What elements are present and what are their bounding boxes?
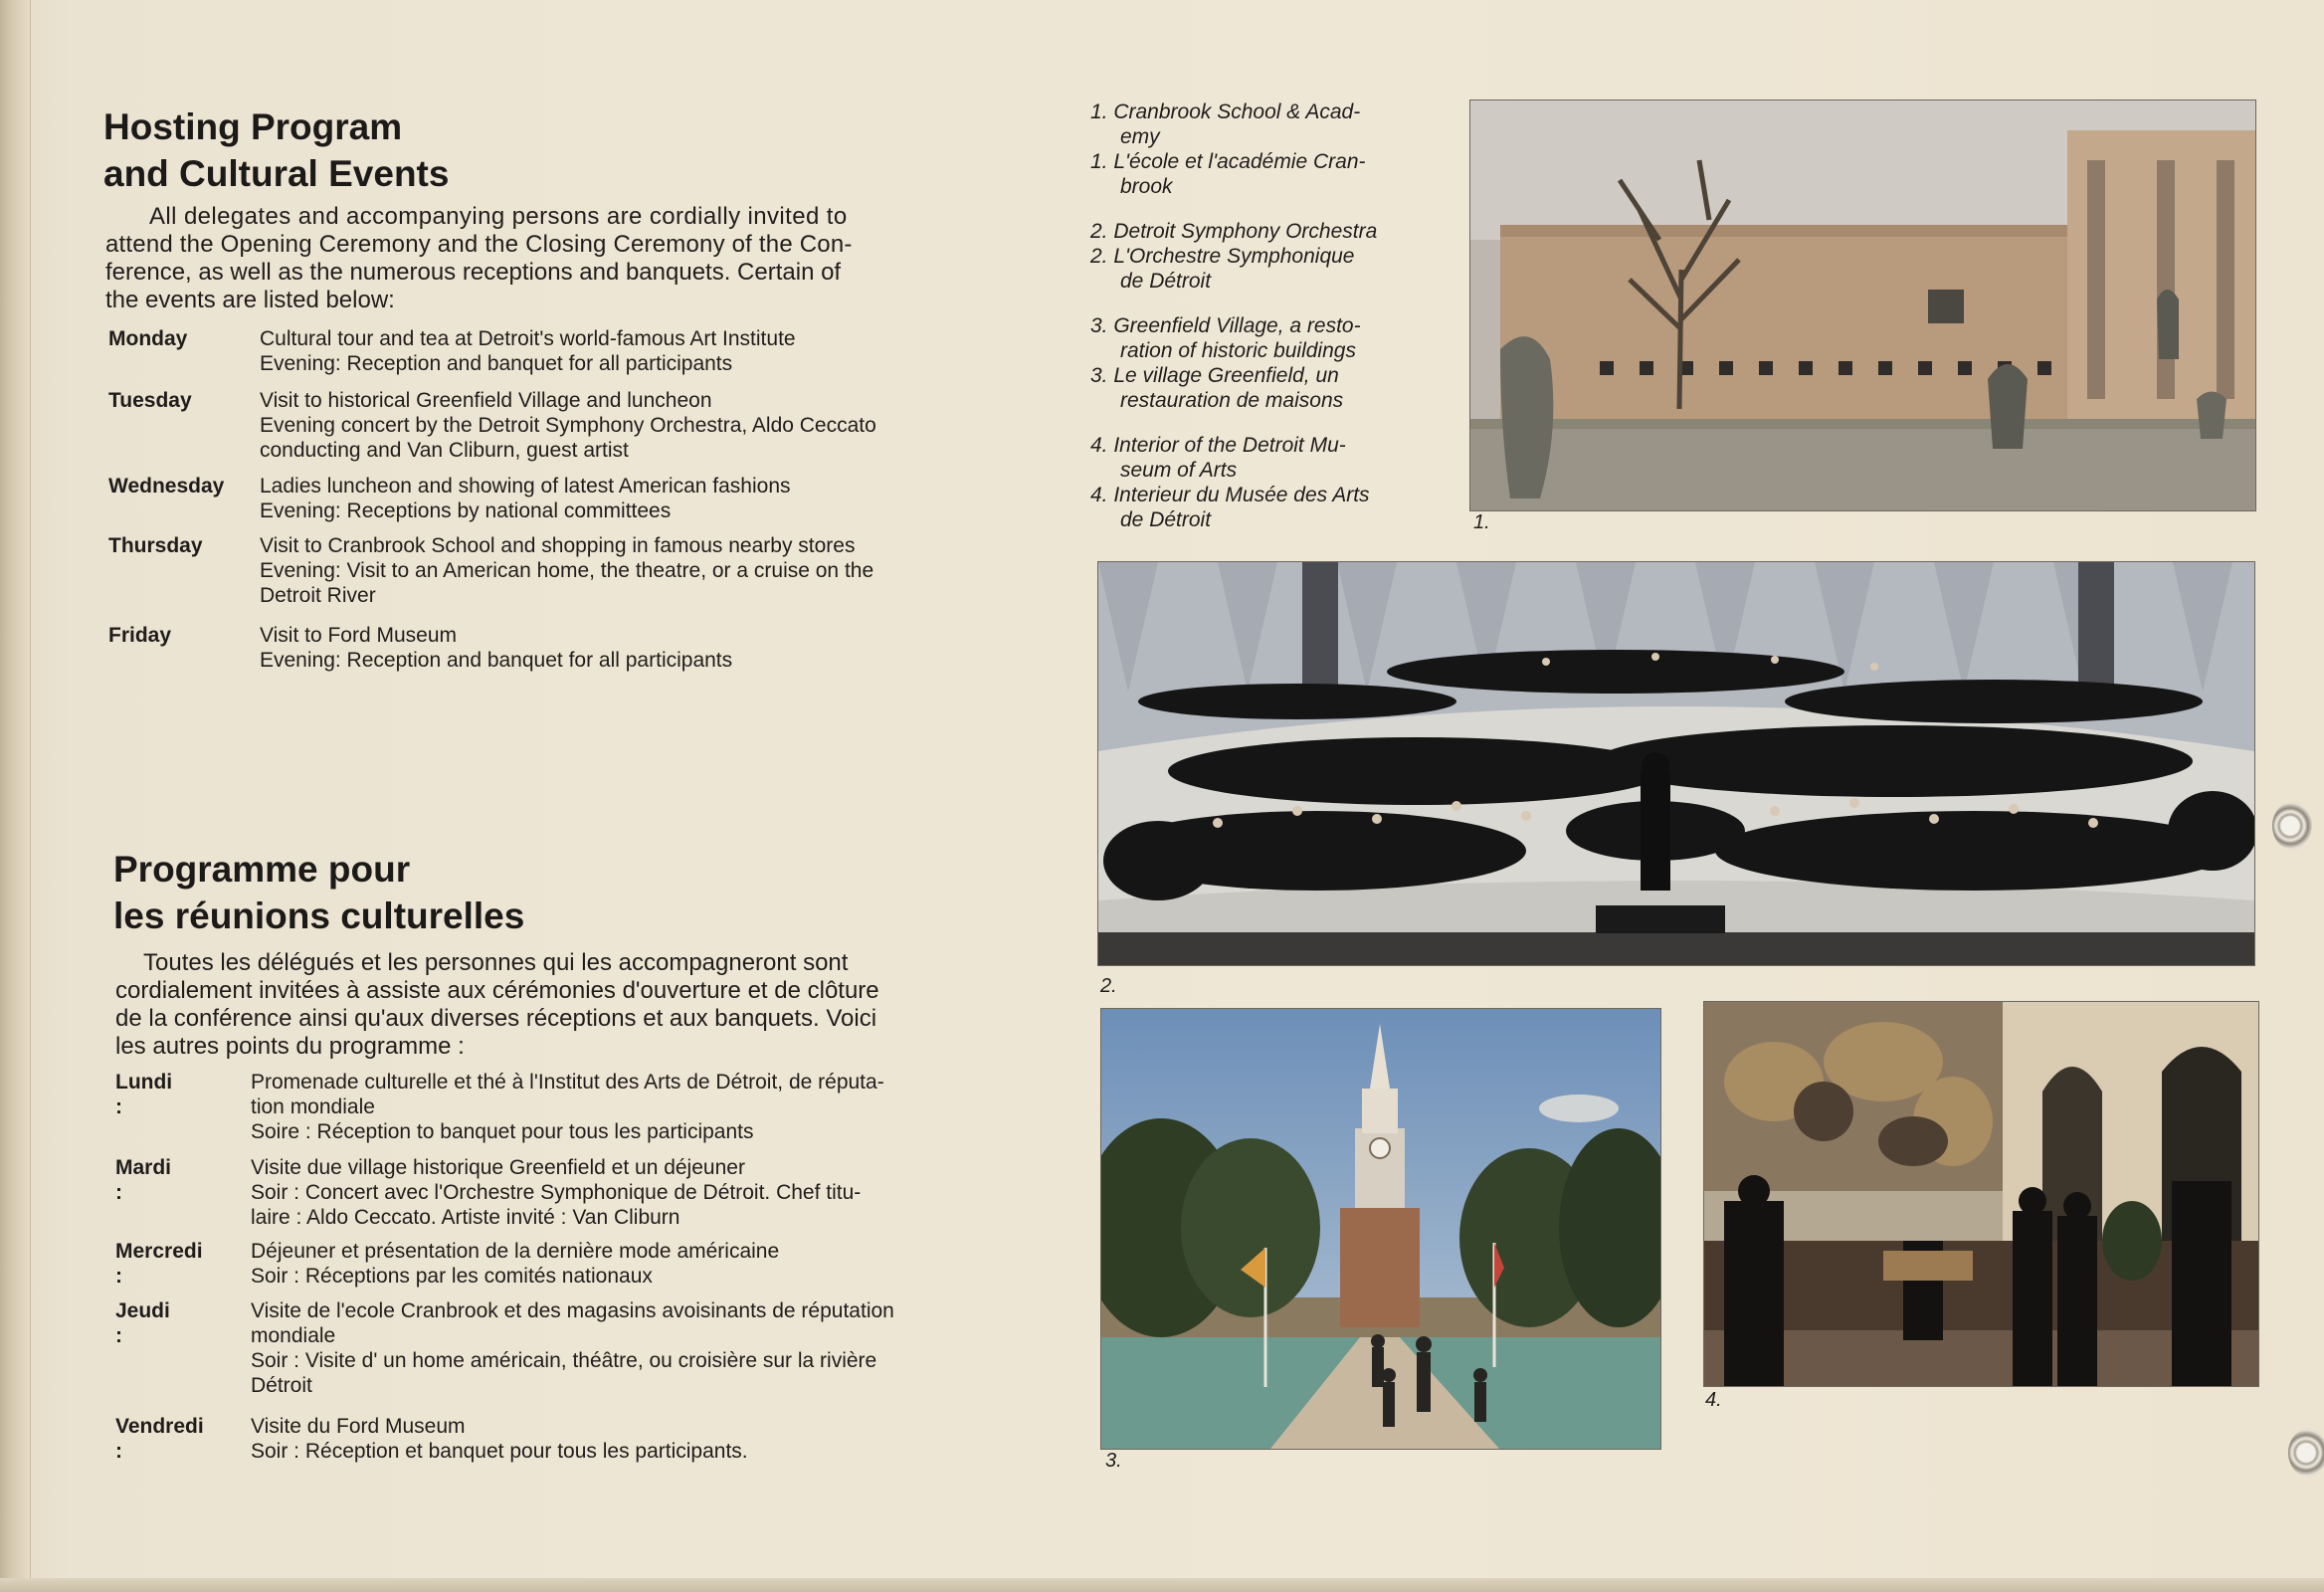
french-intro-line: de la conférence ainsi qu'aux diverses réceptions et aux banquets. Voici [115, 1005, 877, 1032]
event-description [251, 1239, 779, 1289]
event-line: Déjeuner et présentation de la dernière mode américaine [251, 1240, 780, 1263]
photo-greenfield-village [1100, 1008, 1661, 1450]
day-label: Wednesday [108, 475, 225, 498]
photo-cranbrook [1469, 100, 2256, 511]
binder-ring-upper [2272, 802, 2312, 850]
english-heading-line-1: Hosting Program [103, 106, 403, 147]
event-line: Détroit [251, 1374, 312, 1397]
event-line: Detroit River [260, 584, 376, 607]
event-description [260, 388, 876, 463]
english-intro-line: All delegates and accompanying persons are cordially invited to [149, 203, 848, 230]
day-label: Vendredi : [115, 1415, 204, 1463]
english-heading-line-2: and Cultural Events [103, 153, 450, 194]
greenfield-illustration [1101, 1009, 1660, 1449]
event-description [251, 1155, 861, 1230]
event-line: Visit to Ford Museum [260, 624, 458, 647]
event-line: Visit to historical Greenfield Village and luncheon [260, 389, 712, 412]
event-line: Soire : Réception to banquet pour tous les participants [251, 1120, 754, 1143]
binder-ring-lower [2288, 1429, 2324, 1477]
french-intro-line: les autres points du programme : [115, 1033, 465, 1060]
day-label: Mercredi : [115, 1240, 203, 1288]
day-label: Monday [108, 327, 188, 350]
event-line: Evening: Reception and banquet for all participants [260, 649, 733, 672]
event-description [260, 326, 796, 376]
french-heading-line-1: Programme pour [113, 849, 411, 890]
event-line: Soir : Réceptions par les comités nationaux [251, 1265, 653, 1288]
day-label: Jeudi : [115, 1299, 170, 1347]
event-line: Evening: Visit to an American home, the theatre, or a cruise on the [260, 559, 874, 582]
event-description [260, 474, 791, 523]
event-description [260, 623, 732, 673]
english-intro-line: the events are listed below: [105, 287, 395, 313]
event-line: Evening concert by the Detroit Symphony Orchestra, Aldo Ceccato [260, 414, 876, 437]
french-intro-line: Toutes les délégués et les personnes qui les accompagneront sont [143, 949, 849, 976]
event-line: tion mondiale [251, 1095, 375, 1118]
event-line: laire : Aldo Ceccato. Artiste invité : Van Cliburn [251, 1206, 680, 1229]
event-line: Visite de l'ecole Cranbrook et des magasins avoisinants de réputation [251, 1299, 894, 1322]
photo-number-1: 1. [1473, 511, 1490, 533]
day-label: Mardi : [115, 1156, 172, 1204]
english-intro-line: ference, as well as the numerous receptions and banquets. Certain of [105, 259, 842, 286]
event-line: conducting and Van Cliburn, guest artist [260, 439, 629, 462]
museum-illustration [1704, 1002, 2258, 1386]
event-line: Evening: Receptions by national committees [260, 499, 672, 522]
book-binding [0, 0, 31, 1592]
caption-4-fr: 4. Interieur du Musée des Arts de Détroit [1090, 484, 1370, 531]
page-edge [0, 1578, 2324, 1592]
event-line: Cultural tour and tea at Detroit's world-famous Art Institute [260, 327, 796, 350]
orchestra-illustration [1098, 562, 2254, 965]
day-label: Tuesday [108, 389, 192, 412]
photo-museum-interior [1703, 1001, 2259, 1387]
french-heading [113, 846, 524, 939]
day-label: Lundi : [115, 1071, 173, 1118]
caption-3-en: 3. Greenfield Village, a resto- ration of historic buildings [1090, 314, 1361, 362]
event-line: Visite due village historique Greenfield et un déjeuner [251, 1156, 745, 1179]
event-line: Visite du Ford Museum [251, 1415, 466, 1438]
event-line: Promenade culturelle et thé à l'Institut des Arts de Détroit, de réputa- [251, 1071, 884, 1094]
french-heading-line-2: les réunions culturelles [113, 896, 525, 936]
french-intro-line: cordialement invitées à assiste aux cérémonies d'ouverture et de clôture [115, 977, 879, 1004]
caption-4-en: 4. Interior of the Detroit Mu- seum of Arts [1090, 434, 1346, 482]
event-line: Evening: Reception and banquet for all participants [260, 352, 733, 375]
day-label: Thursday [108, 534, 203, 557]
photo-orchestra [1097, 561, 2255, 966]
photo-number-3: 3. [1105, 1450, 1122, 1472]
caption-1-en: 1. Cranbrook School & Acad- emy [1090, 100, 1361, 148]
event-line: Visit to Cranbrook School and shopping in famous nearby stores [260, 534, 856, 557]
event-line: Ladies luncheon and showing of latest American fashions [260, 475, 791, 498]
day-label: Friday [108, 624, 172, 647]
english-heading [103, 103, 449, 197]
event-line: Soir : Réception et banquet pour tous les participants. [251, 1440, 748, 1463]
caption-2-en: 2. Detroit Symphony Orchestra [1090, 220, 1378, 243]
photo-number-4: 4. [1705, 1389, 1722, 1411]
cranbrook-illustration [1470, 100, 2255, 510]
photo-captions [1090, 100, 1429, 532]
event-line: Soir : Visite d' un home américain, théâtre, ou croisière sur la rivière [251, 1349, 877, 1372]
event-description [251, 1414, 748, 1464]
english-intro-line: attend the Opening Ceremony and the Closing Ceremony of the Con- [105, 231, 853, 258]
event-line: mondiale [251, 1324, 336, 1347]
event-description [260, 533, 873, 608]
event-description [251, 1070, 884, 1144]
caption-3-fr: 3. Le village Greenfield, un restauration de maisons [1090, 364, 1344, 412]
photo-number-2: 2. [1100, 975, 1117, 997]
event-line: Soir : Concert avec l'Orchestre Symphonique de Détroit. Chef titu- [251, 1181, 862, 1204]
caption-1-fr: 1. L'école et l'académie Cran- brook [1090, 150, 1366, 198]
french-intro [115, 949, 981, 1061]
caption-2-fr: 2. L'Orchestre Symphonique de Détroit [1090, 245, 1355, 293]
event-description [251, 1298, 894, 1398]
english-intro [105, 203, 971, 314]
